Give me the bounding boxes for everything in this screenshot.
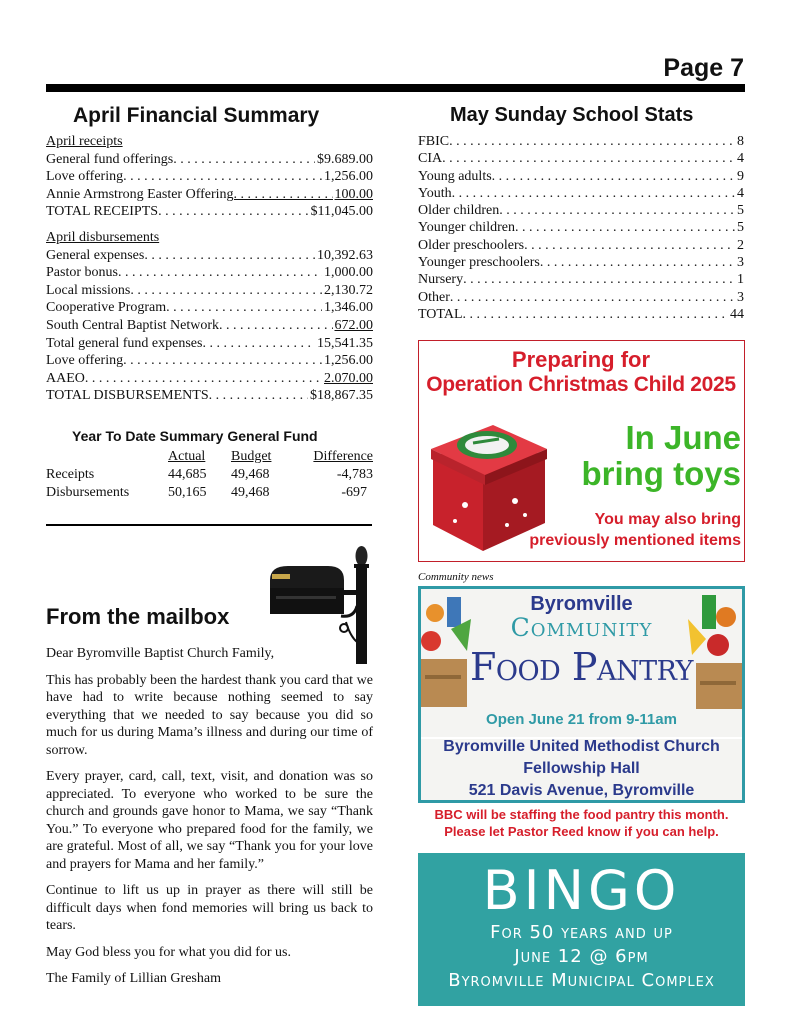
pantry-note-line1: BBC will be staffing the food pantry this month. — [434, 807, 729, 822]
occ-line1: Preparing for — [511, 347, 651, 372]
stats-row: Older children . . . 5 — [418, 202, 744, 219]
stats-row: Youth . . . 4 — [418, 185, 744, 202]
receipt-row: Annie Armstrong Easter Offering . . . 100.00 — [46, 186, 373, 204]
stats-row: Other . . . 3 — [418, 289, 744, 306]
mailbox-title: From the mailbox — [46, 604, 230, 629]
ytd-row: Receipts 44,685 49,468 -4,783 — [46, 467, 373, 482]
pantry-hall: Fellowship Hall — [523, 760, 640, 777]
stats-row: FBIC . . . 8 — [418, 133, 744, 150]
pantry-note — [418, 806, 745, 840]
stats-row: Older preschoolers . . . 2 — [418, 237, 744, 254]
occ-line6: previously mentioned items — [529, 532, 741, 549]
ytd-header-row — [46, 448, 373, 466]
disbursement-row: General expenses . . . 10,392.63 — [46, 247, 373, 265]
disbursement-row: South Central Baptist Network . . . 672.00 — [46, 317, 373, 335]
occ-ad — [418, 340, 745, 562]
disbursement-row: AAEO . . . 2.070.00 — [46, 370, 373, 388]
receipt-row: Love offering . . . 1,256.00 — [46, 168, 373, 186]
ytd-row: Disbursements 50,165 49,468 -697 — [46, 485, 367, 500]
stats-row: Nursery . . . 1 — [418, 271, 744, 288]
letter-paragraph: Continue to lift us up in prayer as there will still be difficult days when fond memories will bring us back to tears. — [46, 883, 373, 933]
stats-list — [418, 133, 744, 323]
ytd-header-actual: Actual — [168, 449, 206, 464]
disbursement-row: Love offering . . . 1,256.00 — [46, 352, 373, 370]
letter-greeting: Dear Byromville Baptist Church Family, — [46, 646, 275, 661]
food-pantry-ad — [418, 586, 745, 803]
letter-paragraph: May God bless you for what you did for us. — [46, 944, 291, 960]
bingo-line2: June 12 @ 6pm — [514, 946, 649, 967]
occ-line5: You may also bring — [594, 511, 741, 528]
section-divider — [46, 524, 372, 526]
pantry-church: Byromville United Methodist Church — [443, 738, 720, 755]
occ-line4: bring toys — [581, 455, 741, 492]
pantry-town: Byromville — [530, 593, 633, 615]
receipt-row: General fund offerings . . . $9.689.00 — [46, 151, 373, 169]
letter-paragraph: This has probably been the hardest thank you card that we have had to write because nothing seemed to say everything that we needed to say because you did so much for us during Mama’s illness and during our time of sorrow. — [46, 672, 373, 758]
bingo-title: BINGO — [482, 859, 681, 922]
mailbox-letter — [46, 645, 373, 997]
stats-row: Young adults . . . 9 — [418, 168, 744, 185]
disbursement-row: Cooperative Program . . . 1,346.00 — [46, 299, 373, 317]
ytd-header-budget: Budget — [231, 449, 272, 464]
letter-paragraph: Every prayer, card, call, text, visit, and donation was so appreciated. To everyone who worked to be sure the church and grounds gave honor to Mama, we say “Thank You.” To everyone who prepared food for the family, we are grateful. Most of all, we say “Thank you for your love and prayers for Mama and her family.” — [46, 769, 373, 872]
page-number: Page 7 — [663, 54, 744, 82]
pantry-community: Community — [510, 613, 653, 642]
stats-row: Younger children . . . 5 — [418, 219, 744, 236]
pantry-address: 521 Davis Avenue, Byromville — [468, 782, 695, 799]
disbursement-row: Pastor bonus . . . 1,000.00 — [46, 264, 373, 282]
stats-title: May Sunday School Stats — [450, 104, 694, 126]
ytd-header-difference: Difference — [313, 449, 373, 464]
disbursement-total-row: TOTAL DISBURSEMENTS . . . $18,867.35 — [46, 387, 373, 405]
letter-signature: The Family of Lillian Gresham — [46, 971, 221, 986]
receipt-total-row: TOTAL RECEIPTS . . . $11,045.00 — [46, 203, 373, 221]
stats-row: Younger preschoolers . . . 3 — [418, 254, 744, 271]
ytd-table — [46, 448, 373, 502]
disbursement-row: Total general fund expenses . . . 15,541.35 — [46, 335, 373, 353]
stats-total-row: TOTAL . . . 44 — [418, 306, 744, 323]
bingo-line3: Byromville Municipal Complex — [448, 970, 715, 991]
bingo-line1: For 50 years and up — [490, 922, 673, 943]
header-rule — [46, 84, 745, 92]
occ-line3: In June — [625, 419, 741, 456]
pantry-note-line2: Please let Pastor Reed know if you can help. — [444, 824, 719, 839]
bingo-ad — [418, 853, 745, 1006]
pantry-open: Open June 21 from 9-11am — [486, 711, 677, 728]
ytd-title: Year To Date Summary General Fund — [72, 428, 318, 444]
occ-line2: Operation Christmas Child 2025 — [426, 373, 736, 396]
pantry-name: Food Pantry — [470, 645, 693, 689]
stats-row: CIA . . . 4 — [418, 150, 744, 167]
financial-summary-title: April Financial Summary — [73, 104, 320, 127]
disbursements-header: April disbursements — [46, 229, 160, 245]
disbursement-row: Local missions . . . 2,130.72 — [46, 282, 373, 300]
community-caption: Community news — [418, 571, 494, 583]
financial-summary — [46, 133, 373, 405]
receipts-header: April receipts — [46, 134, 123, 149]
